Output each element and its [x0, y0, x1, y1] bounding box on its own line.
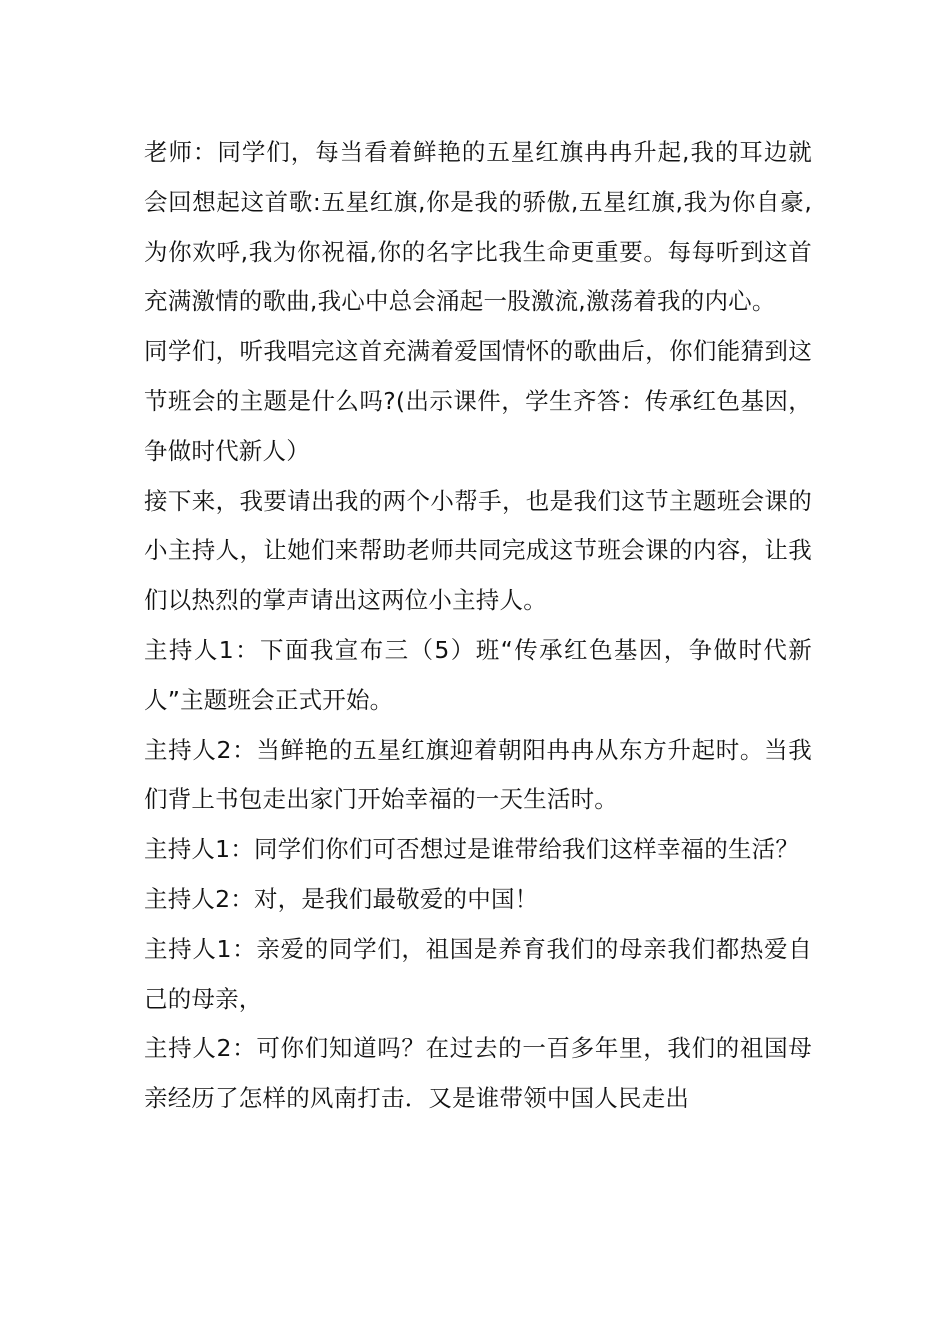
paragraph-host2-answer: 主持人2：对，是我们最敬爱的中国！ [144, 884, 539, 913]
paragraph-teacher-question: 同学们，听我唱完这首充满着爱国情怀的歌曲后，你们能猜到这节班会的主题是什么吗?(出示课件，学生齐答：传承红色基因，争做时代新人） [144, 337, 812, 465]
paragraph-teacher-intro: 老师：同学们，每当看着鲜艳的五星红旗冉冉升起,我的耳边就会回想起这首歌:五星红旗,你是我的骄傲,五星红旗,我为你自豪,为你欢呼,我为你祝福,你的名字比我生命更重要。每每听到这首充满激情的歌曲,我心中总会涌起一股激流,激荡着我的内心。 [144, 138, 812, 316]
paragraph-host1-open: 主持人1：下面我宣布三（5）班“传承红色基因，争做时代新人”主题班会正式开始。 [144, 635, 812, 714]
paragraph-host1-motherland: 主持人1：亲爱的同学们，祖国是养育我们的母亲我们都热爱自己的母亲， [144, 934, 812, 1013]
paragraph-teacher-invite-hosts: 接下来，我要请出我的两个小帮手，也是我们这节主题班会课的小主持人，让她们来帮助老师共同完成这节班会课的内容，让我们以热烈的掌声请出这两位小主持人。 [144, 486, 812, 615]
document-body [144, 128, 812, 1124]
paragraph-host2-flag: 主持人2：当鲜艳的五星红旗迎着朝阳冉冉从东方升起时。当我们背上书包走出家门开始幸福的一天生活时。 [144, 735, 812, 814]
paragraph-host2-history: 主持人2：可你们知道吗？在过去的一百多年里，我们的祖国母亲经历了怎样的风南打击．又是谁带领中国人民走出 [144, 1034, 812, 1113]
paragraph-host1-question: 主持人1：同学们你们可否想过是谁带给我们这样幸福的生活？ [144, 835, 800, 864]
